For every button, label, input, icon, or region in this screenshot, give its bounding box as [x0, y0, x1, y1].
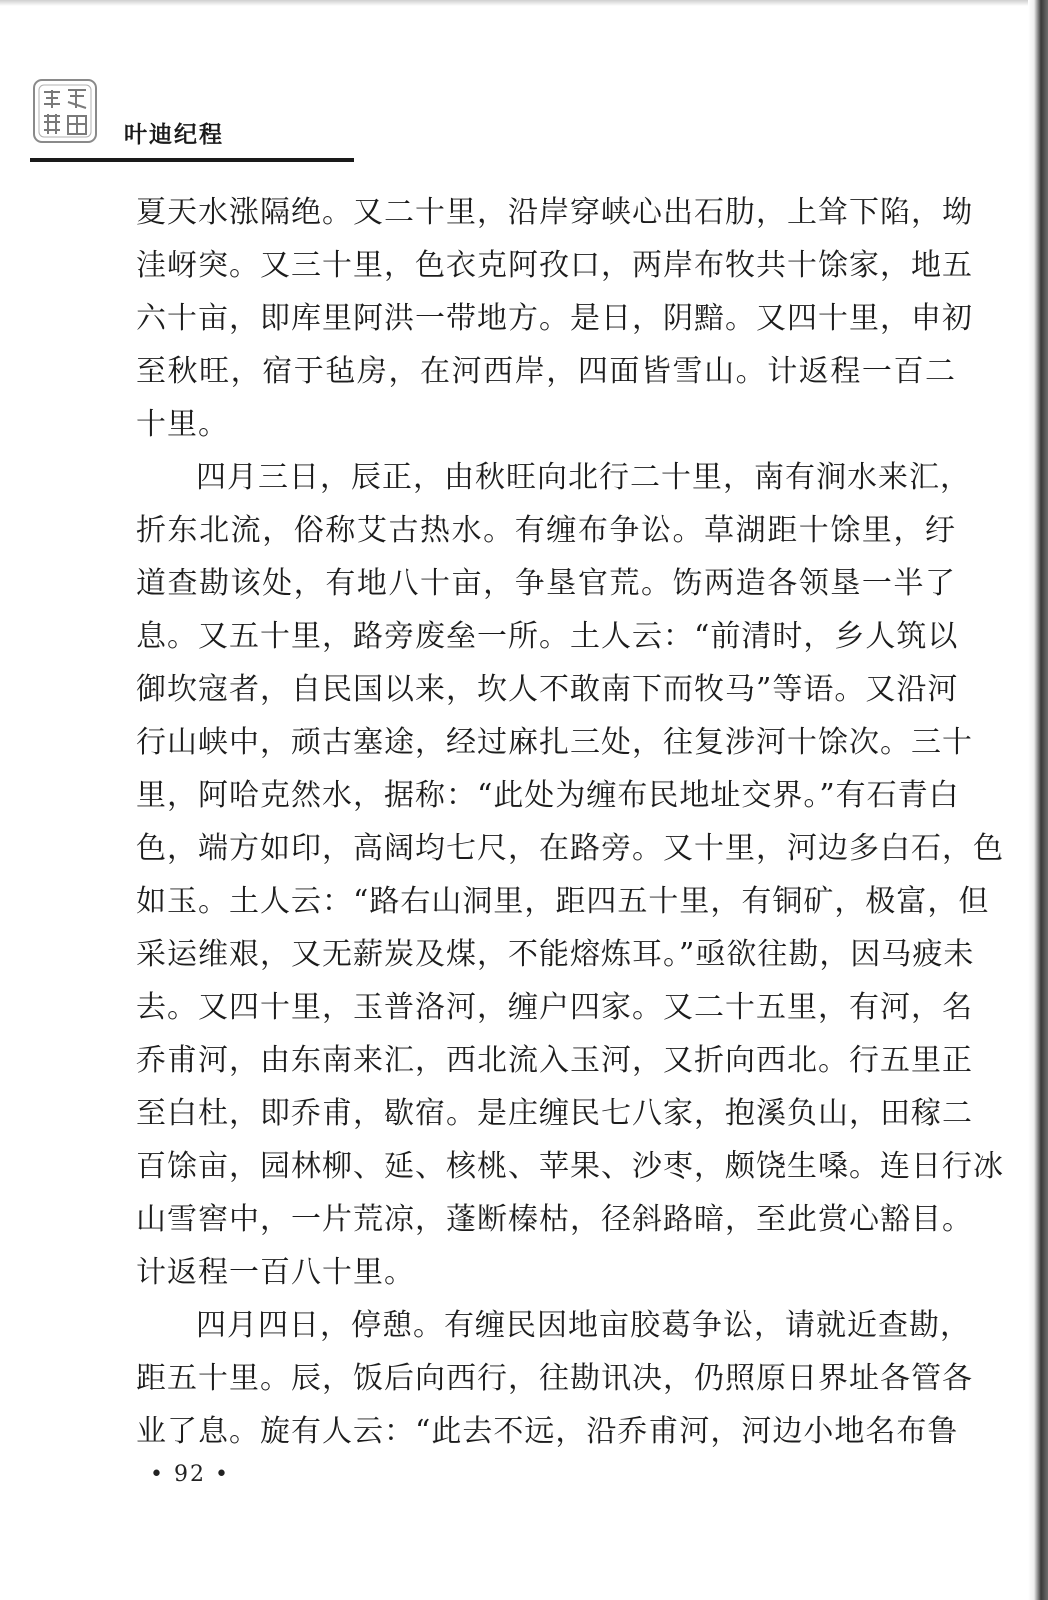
paragraph	[136, 186, 973, 451]
text-line: 至白杜，即乔甫，歇宿。是庄缠民七八家，抱溪负山，田稼二	[136, 1096, 973, 1131]
text-line: 计返程一百八十里。	[136, 1255, 415, 1290]
text-line: 道查勘该处，有地八十亩，争垦官荒。饬两造各领垦一半了	[136, 566, 956, 601]
page-number: • 92 •	[150, 1462, 230, 1487]
text-line: 夏天水涨隔绝。又二十里，沿岸穿峡心出石肋，上耸下陷，坳	[136, 195, 973, 230]
text-line: 至秋旺，宿于毡房，在河西岸，四面皆雪山。计返程一百二	[136, 354, 956, 389]
text-line: 乔甫河，由东南来汇，西北流入玉河，又折向西北。行五里正	[136, 1043, 973, 1078]
text-line: 去。又四十里，玉普洛河，缠户四家。又二十五里，有河，名	[136, 990, 973, 1025]
text-line: 十里。	[136, 407, 229, 442]
text-line: 四月三日，辰正，由秋旺向北行二十里，南有涧水来汇，	[196, 460, 971, 495]
scan-edge-top	[0, 0, 1048, 6]
text-line: 百馀亩，园林柳、延、核桃、苹果、沙枣，颇饶生嗓。连日行冰	[136, 1149, 1004, 1184]
text-line: 洼岈突。又三十里，色衣克阿孜口，两岸布牧共十馀家，地五	[136, 248, 973, 283]
series-seal-icon	[32, 78, 98, 144]
header-rule	[30, 158, 354, 162]
text-line: 距五十里。辰，饭后向西行，往勘讯决，仍照原日界址各管各	[136, 1361, 973, 1396]
text-line: 色，端方如印，高阔均七尺，在路旁。又十里，河边多白石，色	[136, 831, 1004, 866]
scan-edge-right	[1028, 0, 1048, 1600]
text-line: 业了息。旋有人云：“此去不远，沿乔甫河，河边小地名布鲁	[136, 1414, 959, 1449]
text-line: 折东北流，俗称艾古热水。有缠布争讼。草湖距十馀里，纡	[136, 513, 956, 548]
text-line: 六十亩，即库里阿洪一带地方。是日，阴黯。又四十里，申初	[136, 301, 973, 336]
body-text	[136, 186, 1004, 1458]
text-line: 四月四日，停憩。有缠民因地亩胶葛争讼，请就近查勘，	[196, 1308, 971, 1343]
text-line: 里，阿哈克然水，据称：“此处为缠布民地址交界。”有石青白	[136, 778, 960, 813]
paragraph	[136, 1299, 973, 1458]
text-line: 采运维艰，又无薪炭及煤，不能熔炼耳。”亟欲往勘，因马疲未	[136, 937, 975, 972]
text-line: 如玉。土人云：“路右山洞里，距四五十里，有铜矿，极富，但	[136, 884, 990, 919]
running-header-title: 叶迪纪程	[124, 122, 224, 148]
text-line: 息。又五十里，路旁废垒一所。土人云：“前清时，乡人筑以	[136, 619, 959, 654]
paragraph	[136, 451, 1004, 1299]
text-line: 御坎寇者，自民国以来，坎人不敢南下而牧马”等语。又沿河	[136, 672, 959, 707]
text-line: 山雪窖中，一片荒凉，蓬断榛枯，径斜路暗，至此赏心豁目。	[136, 1202, 973, 1237]
text-line: 行山峡中，顽古塞途，经过麻扎三处，往复涉河十馀次。三十	[136, 725, 973, 760]
